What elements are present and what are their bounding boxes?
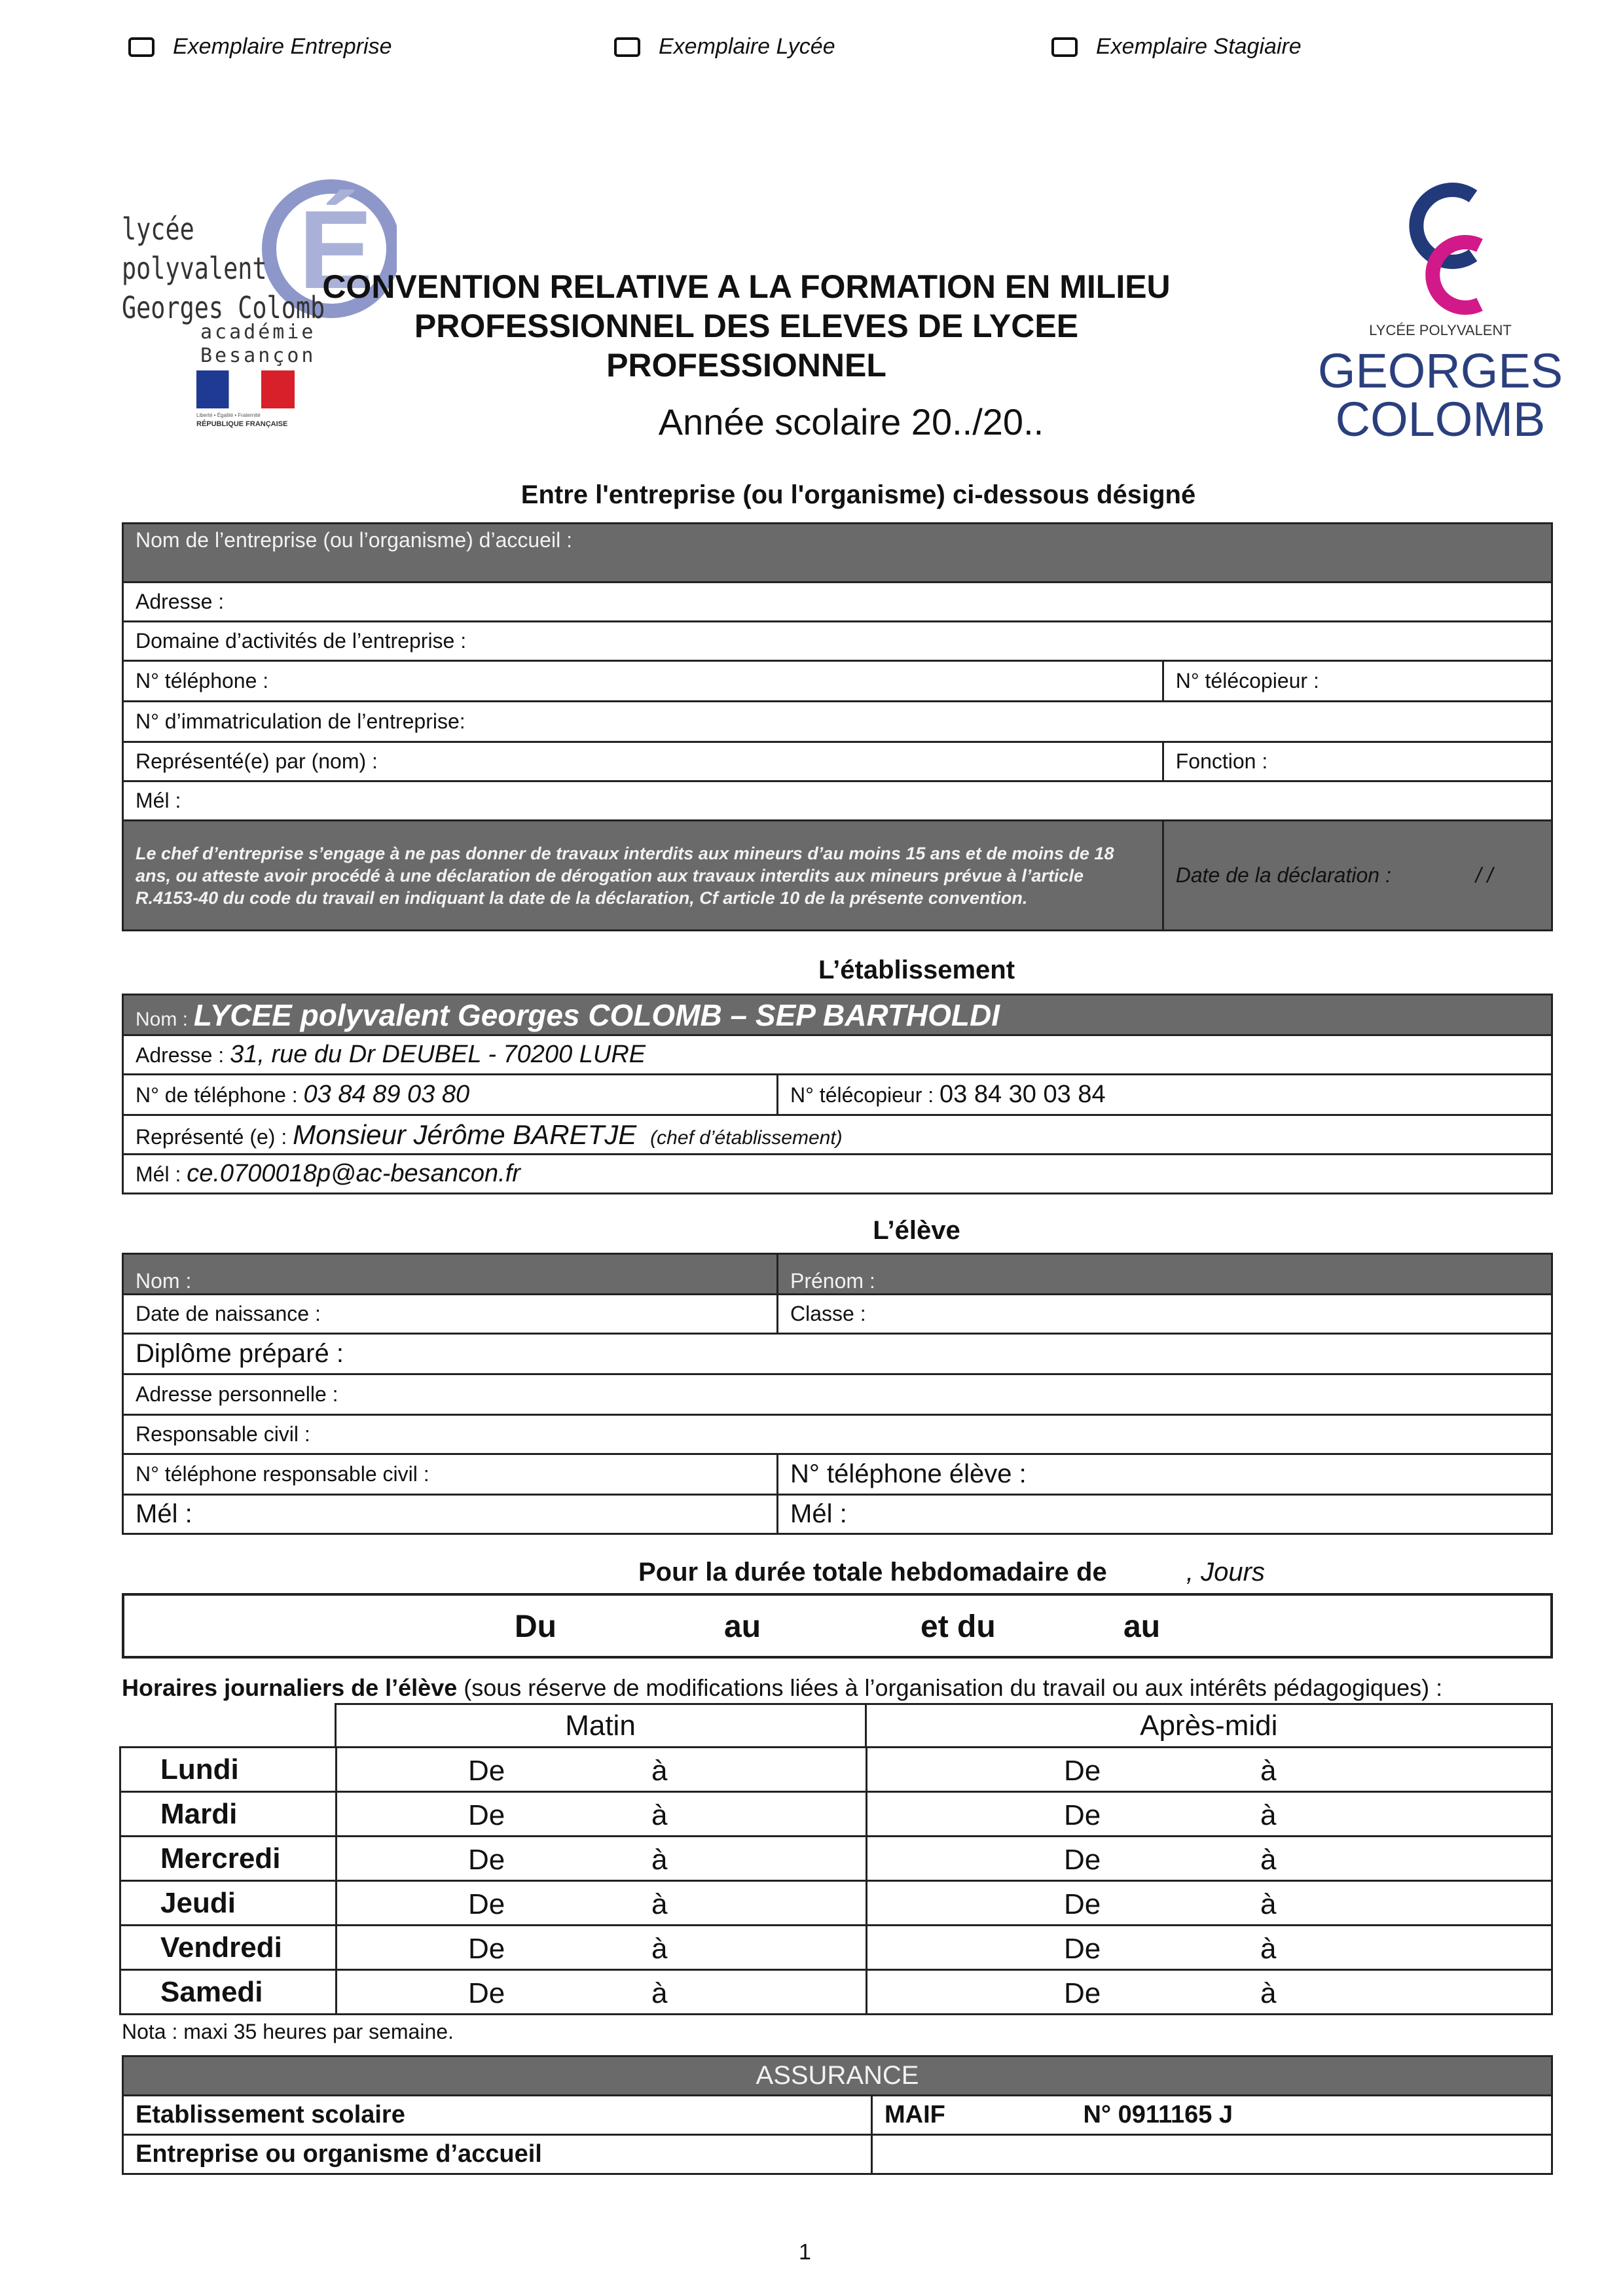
horaires-days-table bbox=[119, 1746, 1553, 2015]
horaires-row bbox=[120, 1748, 1552, 1792]
logo-georges: GEORGES bbox=[1317, 344, 1563, 398]
assurance-entreprise-value[interactable] bbox=[872, 2135, 1552, 2174]
duree-label: Pour la durée totale hebdomadaire de bbox=[638, 1558, 1107, 1587]
periode-du: Du bbox=[515, 1609, 556, 1644]
document-title bbox=[275, 267, 1218, 385]
assurance-table bbox=[122, 2055, 1553, 2175]
eleve-email-field-2[interactable]: Mél : bbox=[778, 1495, 1552, 1534]
etab-phone-label: N° de téléphone : bbox=[136, 1083, 298, 1107]
rf-label: RÉPUBLIQUE FRANÇAISE bbox=[196, 420, 288, 428]
hours-apresmidi-cell[interactable] bbox=[867, 1837, 1552, 1881]
duree-line bbox=[638, 1558, 1265, 1587]
title-line1: CONVENTION RELATIVE A LA FORMATION EN MILIEU bbox=[322, 268, 1171, 305]
logo-line1: lycée polyvalent bbox=[122, 211, 267, 286]
horaires-row bbox=[120, 1792, 1552, 1837]
entreprise-phone-field[interactable]: N° téléphone : bbox=[123, 661, 1163, 702]
entreprise-heading: Entre l'entreprise (ou l'organisme) ci-dessous désigné bbox=[520, 480, 1196, 509]
de-label: De bbox=[1064, 1844, 1101, 1876]
etab-email-value: ce.0700018p@ac-besancon.fr bbox=[187, 1160, 520, 1187]
a-label: à bbox=[651, 1977, 668, 2009]
de-label: De bbox=[468, 1933, 505, 1965]
eleve-diploma-field[interactable]: Diplôme préparé : bbox=[123, 1334, 1552, 1374]
etablissement-table bbox=[122, 994, 1553, 1194]
eleve-firstname-field[interactable]: Prénom : bbox=[778, 1254, 1552, 1295]
assurance-heading: ASSURANCE bbox=[123, 2056, 1552, 2096]
horaires-matin-header: Matin bbox=[335, 1704, 866, 1748]
day-label: Jeudi bbox=[120, 1881, 337, 1926]
assurance-entreprise-label: Entreprise ou organisme d’accueil bbox=[123, 2135, 872, 2174]
etab-email-label: Mél : bbox=[136, 1162, 181, 1186]
day-label: Samedi bbox=[120, 1970, 337, 2015]
assurance-etab-label: Etablissement scolaire bbox=[123, 2096, 872, 2135]
hours-matin-cell[interactable] bbox=[337, 1748, 867, 1792]
periode-au-2: au bbox=[1123, 1609, 1161, 1644]
a-label: à bbox=[651, 1755, 668, 1787]
de-label: De bbox=[1064, 1977, 1101, 2009]
eleve-name-field[interactable]: Nom : bbox=[123, 1254, 778, 1295]
checkbox-icon[interactable] bbox=[1051, 37, 1078, 57]
hours-apresmidi-cell[interactable] bbox=[867, 1970, 1552, 2015]
horaires-row bbox=[120, 1926, 1552, 1970]
horaires-row bbox=[120, 1970, 1552, 2015]
logo-small-label: LYCÉE POLYVALENT bbox=[1369, 322, 1512, 338]
eleve-guardian-field[interactable]: Responsable civil : bbox=[123, 1415, 1552, 1454]
hours-matin-cell[interactable] bbox=[337, 1881, 867, 1926]
copy-label: Exemplaire Stagiaire bbox=[1096, 34, 1302, 59]
de-label: De bbox=[1064, 1755, 1101, 1787]
copy-label: Exemplaire Entreprise bbox=[173, 34, 392, 59]
day-label: Mardi bbox=[120, 1792, 337, 1837]
declaration-date-field[interactable] bbox=[1163, 821, 1552, 931]
logo-colomb: COLOMB bbox=[1335, 392, 1546, 446]
etab-address-label: Adresse : bbox=[136, 1043, 225, 1067]
de-label: De bbox=[468, 1844, 505, 1876]
entreprise-domain-field[interactable]: Domaine d’activités de l’entreprise : bbox=[123, 622, 1552, 661]
day-label: Vendredi bbox=[120, 1926, 337, 1970]
title-line2: PROFESSIONNEL DES ELEVES DE LYCEE bbox=[414, 308, 1079, 344]
eleve-birthdate-field[interactable]: Date de naissance : bbox=[123, 1295, 778, 1334]
etab-fax-value: 03 84 30 03 84 bbox=[939, 1081, 1106, 1108]
de-label: De bbox=[468, 1755, 505, 1787]
gc-monogram-icon bbox=[1375, 170, 1506, 327]
copy-label: Exemplaire Lycée bbox=[659, 34, 835, 59]
a-label: à bbox=[1260, 1755, 1277, 1787]
etab-fax-row bbox=[778, 1075, 1552, 1115]
hours-matin-cell[interactable] bbox=[337, 1792, 867, 1837]
etab-email-row bbox=[123, 1155, 1552, 1194]
logo-georges-colomb bbox=[1316, 170, 1565, 445]
etablissement-heading: L’établissement bbox=[818, 956, 1015, 984]
periode-box[interactable] bbox=[122, 1593, 1553, 1659]
entreprise-name-field[interactable]: Nom de l’entreprise (ou l’organisme) d’accueil : bbox=[123, 524, 1552, 583]
eleve-class-field[interactable]: Classe : bbox=[778, 1295, 1552, 1334]
periode-au-1: au bbox=[724, 1609, 761, 1644]
hours-matin-cell[interactable] bbox=[337, 1837, 867, 1881]
a-label: à bbox=[1260, 1888, 1277, 1920]
a-label: à bbox=[651, 1844, 668, 1876]
day-label: Lundi bbox=[120, 1748, 337, 1792]
de-label: De bbox=[1064, 1933, 1101, 1965]
entreprise-table bbox=[122, 522, 1553, 931]
eleve-table bbox=[122, 1253, 1553, 1535]
de-label: De bbox=[1064, 1888, 1101, 1920]
hours-apresmidi-cell[interactable] bbox=[867, 1748, 1552, 1792]
declaration-date-label: Date de la déclaration : bbox=[1175, 863, 1391, 887]
de-label: De bbox=[468, 1888, 505, 1920]
horaires-table bbox=[119, 1703, 1553, 1748]
a-label: à bbox=[651, 1799, 668, 1831]
entreprise-function-field[interactable]: Fonction : bbox=[1163, 742, 1552, 781]
copy-entreprise[interactable] bbox=[128, 34, 392, 60]
etab-rep-value: Monsieur Jérôme BARETJE bbox=[293, 1119, 637, 1150]
etab-name-row bbox=[123, 995, 1552, 1035]
a-label: à bbox=[651, 1933, 668, 1965]
assurance-numero: N° 0911165 J bbox=[1083, 2101, 1233, 2128]
etab-fax-label: N° télécopieur : bbox=[790, 1083, 934, 1107]
assurance-etab-value bbox=[872, 2096, 1552, 2135]
a-label: à bbox=[1260, 1977, 1277, 2009]
entreprise-fax-field[interactable]: N° télécopieur : bbox=[1163, 661, 1552, 702]
academie-label: académie bbox=[200, 321, 316, 344]
rf-motto: Liberté • Égalité • Fraternité bbox=[196, 412, 261, 418]
horaires-row bbox=[120, 1837, 1552, 1881]
eleve-address-field[interactable]: Adresse personnelle : bbox=[123, 1374, 1552, 1415]
eleve-heading: L’élève bbox=[873, 1216, 960, 1245]
entreprise-representative-field[interactable]: Représenté(e) par (nom) : bbox=[123, 742, 1163, 781]
a-label: à bbox=[1260, 1844, 1277, 1876]
horaires-intro-rest: (sous réserve de modifications liées à l’organisation du travail ou aux intérêts pédagogiques) : bbox=[464, 1674, 1443, 1701]
entreprise-email-field[interactable]: Mél : bbox=[123, 781, 1552, 821]
entreprise-address-field[interactable]: Adresse : bbox=[123, 583, 1552, 622]
horaires-row bbox=[120, 1881, 1552, 1926]
besancon-label: Besançon bbox=[200, 344, 316, 367]
horaires-corner bbox=[119, 1704, 335, 1748]
etab-address-value: 31, rue du Dr DEUBEL - 70200 LURE bbox=[230, 1041, 646, 1068]
hours-apresmidi-cell[interactable] bbox=[867, 1792, 1552, 1837]
de-label: De bbox=[468, 1977, 505, 2009]
de-label: De bbox=[468, 1799, 505, 1831]
etab-phone-row bbox=[123, 1075, 778, 1115]
a-label: à bbox=[1260, 1933, 1277, 1965]
horaires-intro bbox=[122, 1674, 1442, 1702]
day-label: Mercredi bbox=[120, 1837, 337, 1881]
etab-address-row bbox=[123, 1035, 1552, 1075]
horaires-apresmidi-header: Après-midi bbox=[866, 1704, 1552, 1748]
etab-phone-value: 03 84 89 03 80 bbox=[303, 1081, 470, 1108]
entreprise-registration-field[interactable]: N° d’immatriculation de l’entreprise: bbox=[123, 702, 1552, 742]
hours-matin-cell[interactable] bbox=[337, 1926, 867, 1970]
logo-line2: Georges Colomb bbox=[122, 290, 325, 325]
hours-apresmidi-cell[interactable] bbox=[867, 1926, 1552, 1970]
etab-rep-label: Représenté (e) : bbox=[136, 1124, 287, 1149]
assurance-maif: MAIF bbox=[884, 2101, 945, 2128]
etab-rep-role: (chef d’établissement) bbox=[650, 1126, 843, 1149]
a-label: à bbox=[651, 1888, 668, 1920]
copy-lycee[interactable] bbox=[614, 34, 835, 60]
eleve-email-field-1[interactable]: Mél : bbox=[123, 1495, 778, 1534]
declaration-date-slashes: / / bbox=[1475, 863, 1493, 887]
engagement-text: Le chef d’entreprise s’engage à ne pas donner de travaux interdits aux mineurs d’au moins 15 ans et de moins de 18 ans, ou atteste avoir procédé à une déclaration de dérogation aux travaux interdits aux mineurs prévue à l’article R.4153-40 du code du travail en indiquant la date de la déclaration, Cf article 10 de la présente convention. bbox=[123, 821, 1163, 931]
hours-apresmidi-cell[interactable] bbox=[867, 1881, 1552, 1926]
horaires-nota: Nota : maxi 35 heures par semaine. bbox=[122, 2020, 454, 2043]
etab-name-label: Nom : bbox=[136, 1008, 189, 1030]
de-label: De bbox=[1064, 1799, 1101, 1831]
hours-matin-cell[interactable] bbox=[337, 1970, 867, 2015]
svg-text:É: É bbox=[299, 188, 373, 312]
horaires-intro-bold: Horaires journaliers de l’élève bbox=[122, 1674, 458, 1701]
school-year: Année scolaire 20../20.. bbox=[658, 401, 1044, 442]
etab-name-value: LYCEE polyvalent Georges COLOMB – SEP BARTHOLDI bbox=[193, 997, 1000, 1032]
duree-jours: , Jours bbox=[1186, 1558, 1265, 1587]
a-label: à bbox=[1260, 1799, 1277, 1831]
etab-rep-row bbox=[123, 1115, 1552, 1155]
title-line3: PROFESSIONNEL bbox=[606, 347, 886, 384]
eleve-guardian-phone-field[interactable]: N° téléphone responsable civil : bbox=[123, 1454, 778, 1495]
copy-stagiaire[interactable] bbox=[1051, 34, 1302, 60]
periode-et-du: et du bbox=[921, 1609, 996, 1644]
checkbox-icon[interactable] bbox=[614, 37, 640, 57]
page-number: 1 bbox=[799, 2240, 811, 2265]
checkbox-icon[interactable] bbox=[128, 37, 155, 57]
eleve-phone-field[interactable]: N° téléphone élève : bbox=[778, 1454, 1552, 1495]
